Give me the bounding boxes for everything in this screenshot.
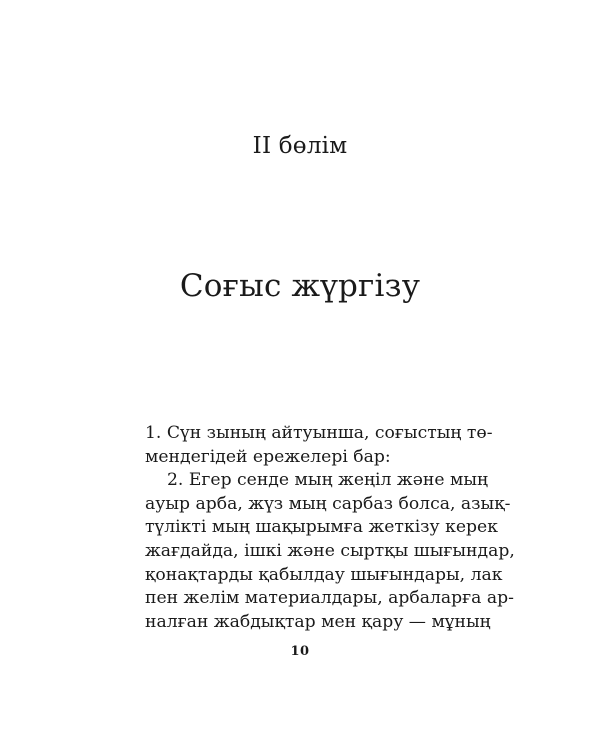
text-line: 1. Сүн зының айтуынша, соғыстың тө- — [145, 423, 493, 443]
body-text — [145, 422, 515, 634]
text-line: мендегідей ережелері бар: — [145, 446, 391, 467]
text-line: түлікті мың шақырымға жеткізу керек — [145, 517, 498, 538]
page-number: 10 — [290, 644, 310, 659]
text-line: жағдайда, ішкі және сыртқы шығындар, — [145, 540, 515, 561]
text-line: қонақтарды қабылдау шығындары, лак — [145, 564, 503, 585]
text-line: ауыр арба, жүз мың сарбаз болса, азық- — [145, 493, 511, 514]
text-line: пен желім материалдары, арбаларға ар- — [145, 588, 514, 609]
chapter-title: Соғыс жүргізу — [179, 268, 421, 304]
part-label: II бөлім — [252, 133, 348, 159]
text-line: налған жабдықтар мен қару — мұның — [145, 611, 491, 632]
text-line: 2. Егер сенде мың жеңіл және мың — [167, 470, 489, 491]
